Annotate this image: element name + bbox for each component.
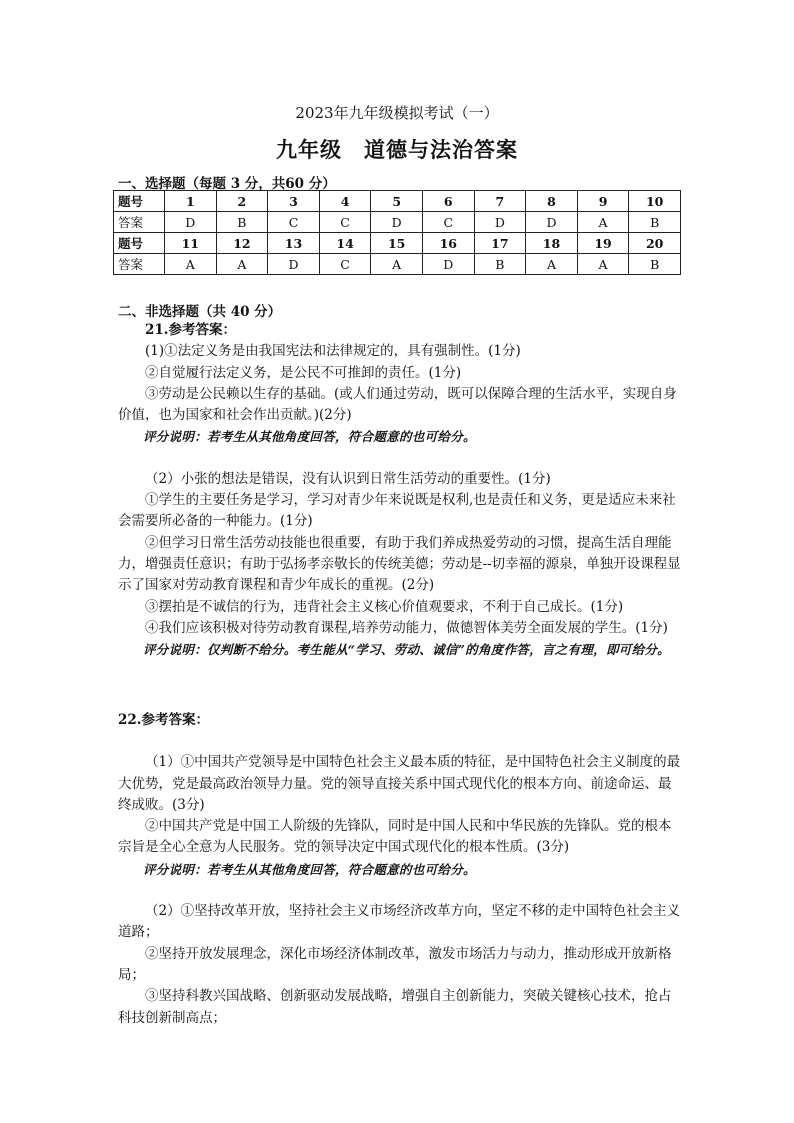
table-cell: A [526, 254, 578, 275]
q21-part2-line: ②但学习日常生活劳动技能也很重要，有助于我们养成热爱劳动的习惯，提高生活自理能力，增强责任意识；有助于弘扬孝亲敬长的传统美德；劳动是--切幸福的源泉，单独开设课程显示了国家对劳动教育课程和青少年成长的重视。(2分) [118, 534, 681, 594]
table-cell: 3 [268, 191, 320, 212]
table-cell: B [629, 212, 681, 233]
table-cell: D [526, 212, 578, 233]
q21-scoring-note: 评分说明：仅判断不给分。考生能从“学习、劳动、诚信”的角度作答，言之有理，即可给分。 [143, 642, 670, 658]
table-cell: C [422, 212, 474, 233]
q21-part1-line: (1)①法定义务是由我国宪法和法律规定的，具有强制性。(1分) [145, 343, 521, 360]
table-cell: 12 [216, 233, 268, 254]
q21-scoring-note: 评分说明：若考生从其他角度回答，符合题意的也可给分。 [143, 429, 476, 445]
table-cell: A [577, 254, 629, 275]
q22-part2-line: （2）①坚持改革开放，坚持社会主义市场经济改革方向，坚定不移的走中国特色社会主义道路； [118, 903, 681, 941]
table-cell: 7 [474, 191, 526, 212]
q21-part2-line: ①学生的主要任务是学习，学习对青少年来说既是权利,也是责任和义务，更是适应未来社会需要所必备的一种能力。(1分) [118, 492, 676, 530]
q22-part2-line: ③坚持科教兴国战略、创新驱动发展战略，增强自主创新能力，突破关键核心技术，抢占科技创新制高点； [118, 988, 672, 1026]
table-cell: D [268, 254, 320, 275]
question-22-answer [118, 710, 684, 1029]
table-cell: 18 [526, 233, 578, 254]
table-cell: C [319, 254, 371, 275]
choice-answer-table [113, 190, 681, 275]
table-cell: 15 [371, 233, 423, 254]
table-cell: 9 [577, 191, 629, 212]
table-row [114, 191, 681, 212]
table-cell: 5 [371, 191, 423, 212]
table-cell: B [216, 212, 268, 233]
table-cell: 11 [165, 233, 217, 254]
table-cell: 17 [474, 233, 526, 254]
section1-title: 一、选择题（每题 3 分，共60 分） [118, 176, 336, 192]
row-label: 题号 [114, 233, 165, 254]
table-cell: B [474, 254, 526, 275]
table-cell: 10 [629, 191, 681, 212]
table-cell: 6 [422, 191, 474, 212]
row-label: 答案 [114, 254, 165, 275]
exam-subtitle: 2023年九年级模拟考试（一） [295, 104, 499, 122]
table-cell: A [577, 212, 629, 233]
table-row [114, 233, 681, 254]
table-cell: D [474, 212, 526, 233]
table-cell: D [165, 212, 217, 233]
table-cell: 19 [577, 233, 629, 254]
q22-label: 22.参考答案： [118, 712, 209, 728]
q21-part1-line: ③劳动是公民赖以生存的基础。(或人们通过劳动，既可以保障合理的生活水平，实现自身价值，也为国家和社会作出贡献。)(2分) [118, 385, 677, 424]
q22-scoring-note: 评分说明：若考生从其他角度回答，符合题意的也可给分。 [143, 861, 476, 877]
q22-part2-line: ②坚持开放发展理念，深化市场经济体制改革，激发市场活力与动力，推动形成开放新格局； [118, 945, 672, 983]
q21-part1-line: ②自觉履行法定义务，是公民不可推卸的责任。(1分) [145, 364, 462, 381]
q22-part1-line: （1）①中国共产党领导是中国特色社会主义最本质的特征，是中国特色社会主义制度的最大优势，党是最高政治领导力量。党的领导直接关系中国式现代化的根本方向、前途命运、最终成败。(3分) [118, 754, 681, 813]
q22-part1-line: ②中国共产党是中国工人阶级的先锋队，同时是中国人民和中华民族的先锋队。党的根本宗旨是全心全意为人民服务。党的领导决定中国式现代化的根本性质。(3分) [118, 818, 672, 856]
q21-part2-line: （2）小张的想法是错误，没有认识到日常生活劳动的重要性。(1分) [145, 470, 551, 487]
question-21-answer [118, 320, 684, 660]
row-label: 答案 [114, 212, 165, 233]
table-cell: B [629, 254, 681, 275]
table-cell: D [371, 212, 423, 233]
table-cell: 16 [422, 233, 474, 254]
table-cell: 14 [319, 233, 371, 254]
table-cell: 20 [629, 233, 681, 254]
table-cell: A [165, 254, 217, 275]
table-cell: 1 [165, 191, 217, 212]
table-cell: 13 [268, 233, 320, 254]
table-row [114, 254, 681, 275]
q21-part2-line: ④我们应该积极对待劳动教育课程,培养劳动能力，做德智体美劳全面发展的学生。(1分) [145, 619, 668, 636]
table-cell: 4 [319, 191, 371, 212]
table-cell: A [371, 254, 423, 275]
table-cell: 8 [526, 191, 578, 212]
table-cell: A [216, 254, 268, 275]
table-cell: C [268, 212, 320, 233]
table-cell: C [319, 212, 371, 233]
q21-label: 21.参考答案： [145, 322, 236, 338]
table-row [114, 212, 681, 233]
table-cell: 2 [216, 191, 268, 212]
row-label: 题号 [114, 191, 165, 212]
table-cell: D [422, 254, 474, 275]
q21-part2-line: ③摆拍是不诚信的行为，违背社会主义核心价值观要求，不利于自己成长。(1分) [145, 598, 624, 615]
exam-title: 九年级 道德与法治答案 [276, 137, 518, 162]
section2-title: 二、非选择题（共 40 分） [118, 304, 282, 320]
